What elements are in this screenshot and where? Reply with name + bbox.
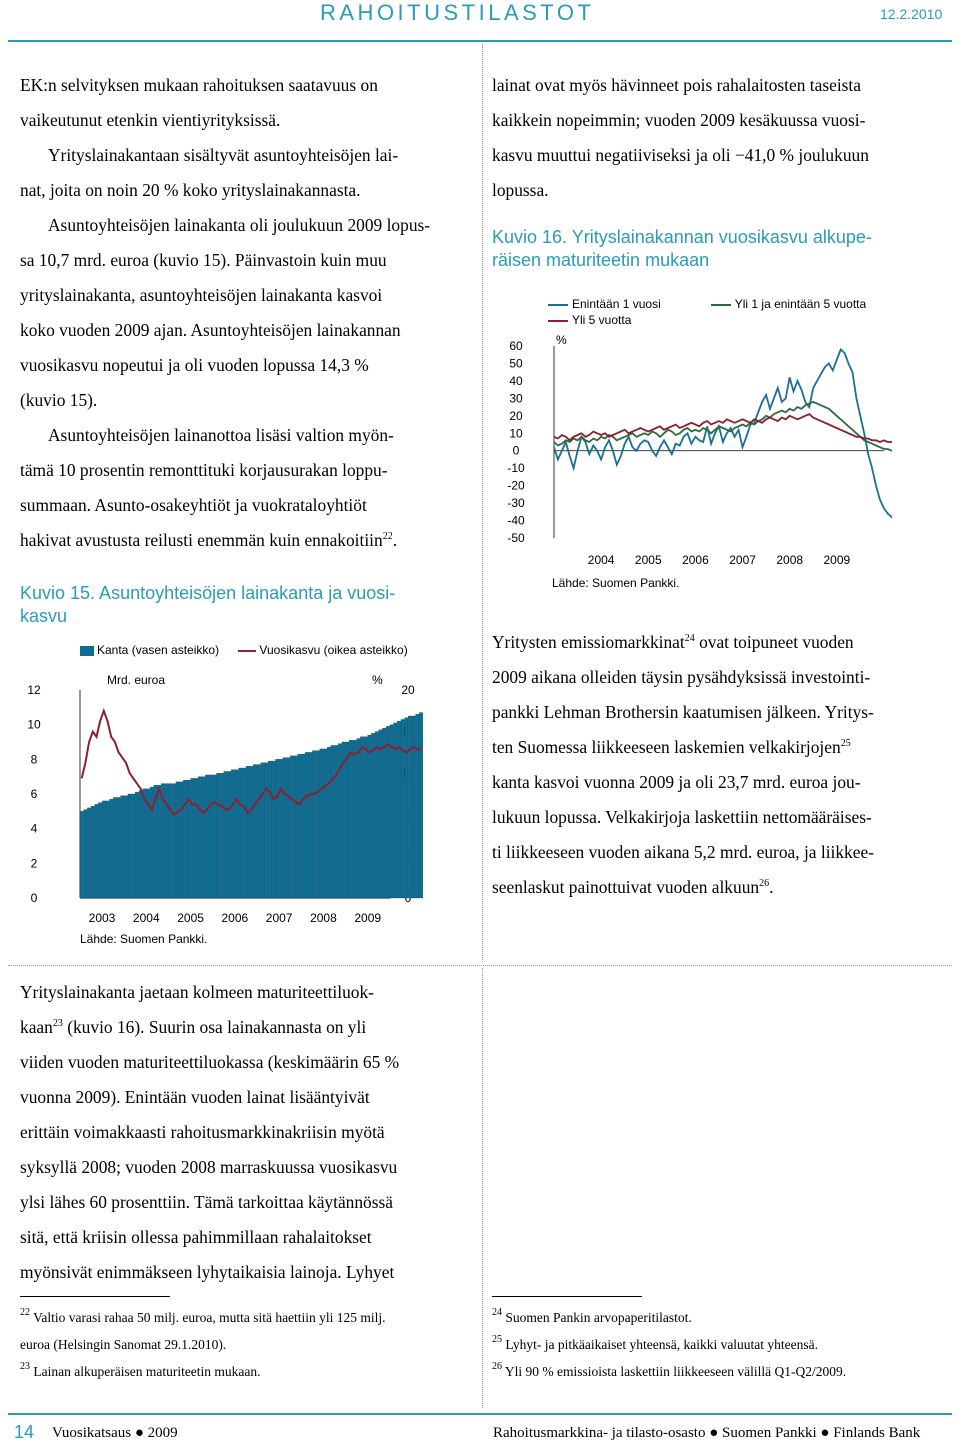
text-line: kaikkein nopeimmin; vuoden 2009 kesäkuussa vuosi- (492, 110, 866, 130)
footer-department: Rahoitusmarkkina- ja tilasto-osasto (493, 1425, 706, 1441)
footnote-number: 22 (20, 1307, 30, 1318)
text-line: kanta kasvoi vuonna 2009 ja oli 23,7 mrd. euroa jou- (492, 772, 861, 792)
left-body-text-2 (20, 975, 475, 1290)
title-line: räisen maturiteetin mukaan (492, 250, 710, 270)
bar-kanta (110, 799, 113, 898)
text-line: pankki Lehman Brothersin kaatumisen jälkeen. Yritys- (492, 702, 874, 722)
footer-bank-fi: Suomen Pankki (722, 1425, 817, 1441)
bar-kanta (106, 801, 109, 898)
section-separator (8, 965, 952, 967)
bar-kanta (364, 737, 367, 898)
bar-kanta (165, 784, 168, 898)
footnotes-left (20, 1304, 386, 1385)
text-span: kaan (20, 1017, 53, 1037)
publication-name: Vuosikatsaus (52, 1425, 132, 1441)
bar-kanta (157, 785, 160, 898)
bar-kanta (102, 801, 105, 898)
bar-kanta (242, 768, 245, 898)
footnote-text: Suomen Pankin arvopaperitilastot. (505, 1310, 692, 1325)
footnote-ref[interactable]: 22 (382, 531, 393, 542)
page-header-title: RAHOITUSTILASTOT (320, 0, 595, 25)
footnote-23 (20, 1358, 386, 1385)
bar-kanta (353, 740, 356, 898)
text-line: Yrityslainakantaan sisältyvät asuntoyhteisöjen lai- (48, 145, 399, 165)
bar-kanta (320, 749, 323, 898)
x-axis-tick: 2008 (310, 911, 337, 925)
x-axis-tick: 2004 (587, 553, 615, 567)
text-line: lainat ovat myös hävinneet pois rahalaitosten taseista (492, 75, 861, 95)
legend-swatch-short (548, 304, 568, 306)
column-separator (482, 44, 484, 962)
x-axis-tick: 2009 (354, 911, 382, 925)
text-line: nat, joita on noin 20 % koko yrityslainakannasta. (20, 180, 361, 200)
footnote-22 (20, 1304, 386, 1331)
bar-kanta (80, 811, 83, 898)
bar-kanta (371, 733, 374, 898)
figure15-legend (80, 643, 408, 657)
bar-kanta (91, 806, 94, 898)
y-axis-tick: 30 (509, 391, 523, 406)
page-header-date: 12.2.2010 (880, 6, 943, 22)
footer-rule (8, 1413, 952, 1415)
bar-kanta (412, 716, 415, 898)
y-axis-tick: -30 (507, 496, 525, 511)
bar-kanta (386, 726, 389, 898)
text-line (492, 625, 952, 660)
text-line (492, 730, 952, 765)
bar-kanta (246, 766, 249, 898)
text-line: Asuntoyhteisöjen lainanottoa lisäsi valtion myön- (48, 425, 394, 445)
text-line (20, 1010, 475, 1045)
footnote-number: 26 (492, 1361, 502, 1372)
bar-kanta (416, 714, 419, 898)
bar-kanta (228, 771, 231, 898)
bar-kanta (312, 751, 315, 898)
bar-kanta (316, 751, 319, 898)
left-axis-tick: 0 (30, 891, 38, 905)
bar-kanta (239, 768, 242, 898)
bar-kanta (408, 716, 411, 898)
bar-kanta (235, 770, 238, 898)
figure16-legend (548, 296, 866, 328)
bar-kanta (220, 773, 223, 898)
footnote-number: 24 (492, 1307, 502, 1318)
text-line: 2009 aikana olleiden täysin pysähdyksissä investointi- (492, 667, 871, 687)
figure15-chart (10, 668, 450, 958)
text-line: Yrityslainakanta jaetaan kolmeen maturiteettiluok- (20, 982, 374, 1002)
text-line: vuosikasvu nopeutui ja oli vuoden lopussa 14,3 % (20, 355, 369, 375)
bar-kanta (213, 775, 216, 898)
bar-kanta (257, 765, 260, 898)
footnote-text: Lyhyt- ja pitkäaikaiset yhteensä, kaikki valuutat yhteensä. (505, 1337, 819, 1352)
bar-kanta (279, 759, 282, 898)
figure15-source: Lähde: Suomen Pankki. (80, 932, 208, 946)
bar-kanta (253, 765, 256, 898)
footnote-22-cont: euroa (Helsingin Sanomat 29.1.2010). (20, 1337, 227, 1352)
bar-kanta (346, 742, 349, 898)
bar-kanta (143, 789, 146, 898)
text-line: viiden vuoden maturiteettiluokassa (keskimäärin 65 % (20, 1052, 400, 1072)
bar-kanta (205, 775, 208, 898)
bar-kanta (379, 730, 382, 898)
bar-kanta (98, 803, 101, 898)
bar-kanta (390, 725, 393, 898)
bar-kanta (169, 784, 172, 898)
left-axis-tick: 12 (27, 683, 41, 697)
legend-bar-label: Kanta (vasen asteikko) (97, 643, 220, 657)
x-axis-tick: 2005 (634, 553, 662, 567)
text-line: EK:n selvityksen mukaan rahoituksen saatavuus on (20, 75, 378, 95)
y-axis-tick: 40 (509, 373, 523, 388)
footer-right (493, 1425, 920, 1442)
bar-kanta (224, 771, 227, 898)
y-axis-tick: -40 (507, 513, 525, 528)
footnote-rule (20, 1296, 170, 1297)
line-enintaan-1-vuosi (554, 350, 892, 523)
bar-kanta (121, 796, 124, 898)
left-unit-label: Mrd. euroa (107, 673, 166, 687)
legend-line-swatch (238, 650, 256, 652)
bar-kanta (419, 713, 422, 898)
y-axis-tick: 50 (509, 356, 523, 371)
x-axis-tick: 2003 (88, 911, 116, 925)
left-axis-tick: 4 (30, 821, 38, 836)
figure16-title (492, 226, 872, 272)
x-axis-tick: 2006 (682, 553, 709, 567)
right-axis-tick: 20 (401, 683, 415, 697)
bar-kanta (287, 758, 290, 898)
footnote-text: Valtio varasi rahaa 50 milj. euroa, mutta sitä haettiin yli 125 milj. (33, 1310, 386, 1325)
bar-kanta (117, 797, 120, 898)
footnote-ref[interactable]: 23 (52, 1018, 63, 1029)
left-axis-tick: 8 (30, 752, 38, 767)
text-line: tämä 10 prosentin remonttituki korjausurakan loppu- (20, 460, 388, 480)
bar-kanta (382, 728, 385, 898)
y-axis-tick: -20 (507, 478, 525, 493)
bar-kanta (294, 756, 297, 898)
footnote-26 (492, 1358, 846, 1385)
text-line: lopussa. (492, 180, 549, 200)
text-span: . (392, 530, 398, 550)
text-line: kasvu muuttui negatiiviseksi ja oli −41,0 % joulukuun (492, 145, 869, 165)
bullet-icon: ● (134, 1425, 144, 1441)
legend-line-label: Vuosikasvu (oikea asteikko) (259, 643, 408, 657)
text-span: Yritysten emissiomarkkinat (492, 632, 685, 652)
bar-kanta (113, 797, 116, 898)
footnote-text: Yli 90 % emissioista laskettiin liikkeeseen välillä Q1-Q2/2009. (504, 1364, 847, 1379)
text-line: lukuun lopussa. Velkakirjoja laskettiin nettomääräises- (492, 807, 872, 827)
bar-kanta (231, 770, 234, 898)
legend-swatch-long (548, 320, 568, 322)
x-axis-tick: 2009 (823, 553, 851, 567)
text-span: ovat toipuneet vuoden (694, 632, 854, 652)
footnote-ref[interactable]: 25 (840, 738, 851, 749)
text-line: myönsivät enimmäkseen lyhytaikaisia lainoja. Lyhyet (20, 1262, 395, 1282)
text-span: (kuvio 16). Suurin osa lainakannasta on yli (62, 1017, 367, 1037)
bar-kanta (183, 780, 186, 898)
x-axis-tick: 2007 (265, 911, 293, 925)
bar-kanta (194, 778, 197, 898)
footnote-25 (492, 1331, 846, 1358)
left-axis-tick: 10 (27, 717, 41, 732)
footnote-rule (492, 1296, 642, 1297)
bar-kanta (375, 732, 378, 898)
footnote-ref[interactable]: 24 (684, 633, 695, 644)
bar-kanta (202, 777, 205, 898)
bar-kanta (198, 777, 201, 898)
bar-kanta (191, 778, 194, 898)
bar-kanta (309, 752, 312, 898)
legend-swatch-mid (711, 304, 731, 306)
bar-kanta (124, 796, 127, 898)
left-axis-tick: 6 (30, 787, 38, 801)
bar-kanta (128, 794, 131, 898)
figure16-chart (492, 328, 892, 593)
legend-label-mid: Yli 1 ja enintään 5 vuotta (734, 297, 867, 311)
bar-kanta (405, 718, 408, 898)
bar-kanta (176, 782, 179, 898)
y-axis-tick: 60 (509, 339, 523, 353)
text-line: ylsi lähes 60 prosenttiin. Tämä tarkoittaa käytännössä (20, 1192, 394, 1212)
bar-kanta (264, 763, 267, 898)
bar-kanta (276, 759, 279, 898)
y-axis-tick: 20 (509, 408, 523, 423)
text-span: hakivat avustusta reilusti enemmän kuin ennakoitiin (20, 530, 383, 550)
figure15-title (20, 582, 395, 628)
right-unit-label: % (372, 673, 383, 687)
bar-kanta (298, 754, 301, 898)
legend-label-short: Enintään 1 vuosi (572, 297, 661, 311)
bar-kanta (216, 773, 219, 898)
text-line (20, 523, 470, 558)
title-line: Kuvio 16. Yrityslainakannan vuosikasvu alkupe- (492, 227, 872, 247)
text-line (492, 870, 952, 905)
bar-kanta (360, 737, 363, 898)
text-line: (kuvio 15). (20, 390, 98, 410)
y-axis-tick: -50 (507, 531, 525, 545)
legend-label-long: Yli 5 vuotta (572, 313, 632, 327)
bar-kanta (139, 791, 142, 898)
bar-kanta (331, 745, 334, 898)
text-line: summaan. Asunto-osakeyhtiöt ja vuokrataloyhtiöt (20, 495, 367, 515)
bar-kanta (357, 739, 360, 898)
bar-kanta (268, 761, 271, 898)
header-rule (8, 40, 952, 42)
bar-kanta (95, 804, 98, 898)
text-line: yrityslainakanta, asuntoyhteisöjen lainakanta kasvoi (20, 285, 383, 305)
bar-kanta (335, 745, 338, 898)
x-axis-tick: 2008 (776, 553, 804, 567)
bar-kanta (172, 784, 175, 898)
footnote-24 (492, 1304, 846, 1331)
bar-kanta (135, 792, 138, 898)
bar-kanta (250, 766, 253, 898)
bar-kanta (261, 763, 264, 898)
text-line: ti liikkeeseen vuoden aikana 5,2 mrd. euroa, ja liikkee- (492, 842, 874, 862)
bar-kanta (283, 758, 286, 898)
text-line: erittäin voimakkaasti rahoitusmarkkinakriisin myötä (20, 1122, 385, 1142)
text-line: vaikeutunut etenkin vientiyrityksissä. (20, 110, 281, 130)
left-body-text (20, 68, 470, 558)
x-axis-tick: 2004 (132, 911, 160, 925)
legend-bar-swatch (80, 646, 94, 656)
bar-kanta (180, 782, 183, 898)
footer-publication (52, 1425, 178, 1442)
text-line: sa 10,7 mrd. euroa (kuvio 15). Päinvastoin kuin muu (20, 250, 387, 270)
bar-kanta (368, 735, 371, 898)
bar-kanta (87, 808, 90, 898)
column-separator-lower (482, 968, 484, 1408)
title-line: Kuvio 15. Asuntoyhteisöjen lainakanta ja vuosi- (20, 583, 396, 603)
right-body-text-2 (492, 625, 952, 905)
text-span: seenlaskut painottuivat vuoden alkuun (492, 877, 760, 897)
bar-kanta (290, 756, 293, 898)
x-axis-tick: 2006 (221, 911, 249, 925)
footnote-number: 23 (20, 1361, 30, 1372)
title-line: kasvu (20, 606, 68, 626)
footnote-number: 25 (492, 1334, 502, 1345)
figure16-source: Lähde: Suomen Pankki. (552, 576, 680, 590)
text-line: syksyllä 2008; vuoden 2008 marraskuussa vuosikasvu (20, 1157, 398, 1177)
bullet-icon: ● (820, 1425, 830, 1441)
footnotes-right (492, 1304, 846, 1385)
bar-kanta (305, 752, 308, 898)
bullet-icon: ● (709, 1425, 719, 1441)
x-axis-tick: 2005 (177, 911, 204, 925)
bar-kanta (401, 719, 404, 898)
y-axis-tick: 0 (512, 443, 520, 458)
bar-kanta (209, 775, 212, 898)
text-line: Asuntoyhteisöjen lainakanta oli joulukuun 2009 lopus- (48, 215, 431, 235)
footnote-ref[interactable]: 26 (759, 878, 770, 889)
bar-kanta (327, 747, 330, 898)
left-axis-tick: 2 (30, 856, 38, 871)
y-axis-tick: 10 (509, 426, 523, 441)
bar-kanta (301, 754, 304, 898)
bar-kanta (84, 810, 87, 898)
footer-bank-sv: Finlands Bank (833, 1425, 921, 1441)
right-body-text (492, 68, 952, 208)
page-number: 14 (14, 1422, 35, 1442)
x-axis-tick: 2007 (729, 553, 756, 567)
text-line: koko vuoden 2009 ajan. Asuntoyhteisöjen lainakannan (20, 320, 401, 340)
bar-kanta (323, 749, 326, 898)
footnote-text: Lainan alkuperäisen maturiteetin mukaan. (33, 1364, 261, 1379)
bar-kanta (349, 740, 352, 898)
text-line: sitä, että kriisin ollessa pahimmillaan rahalaitokset (20, 1227, 372, 1247)
y-axis-tick: -10 (507, 461, 525, 476)
unit-label: % (556, 333, 567, 347)
text-line: vuonna 2009). Enintään vuoden lainat lisääntyivät (20, 1087, 370, 1107)
publication-year: 2009 (147, 1425, 178, 1441)
text-span: ten Suomessa liikkeeseen laskemien velkakirjojen (492, 737, 841, 757)
text-span: . (769, 877, 774, 897)
bar-kanta (132, 794, 135, 898)
bar-kanta (272, 761, 275, 898)
